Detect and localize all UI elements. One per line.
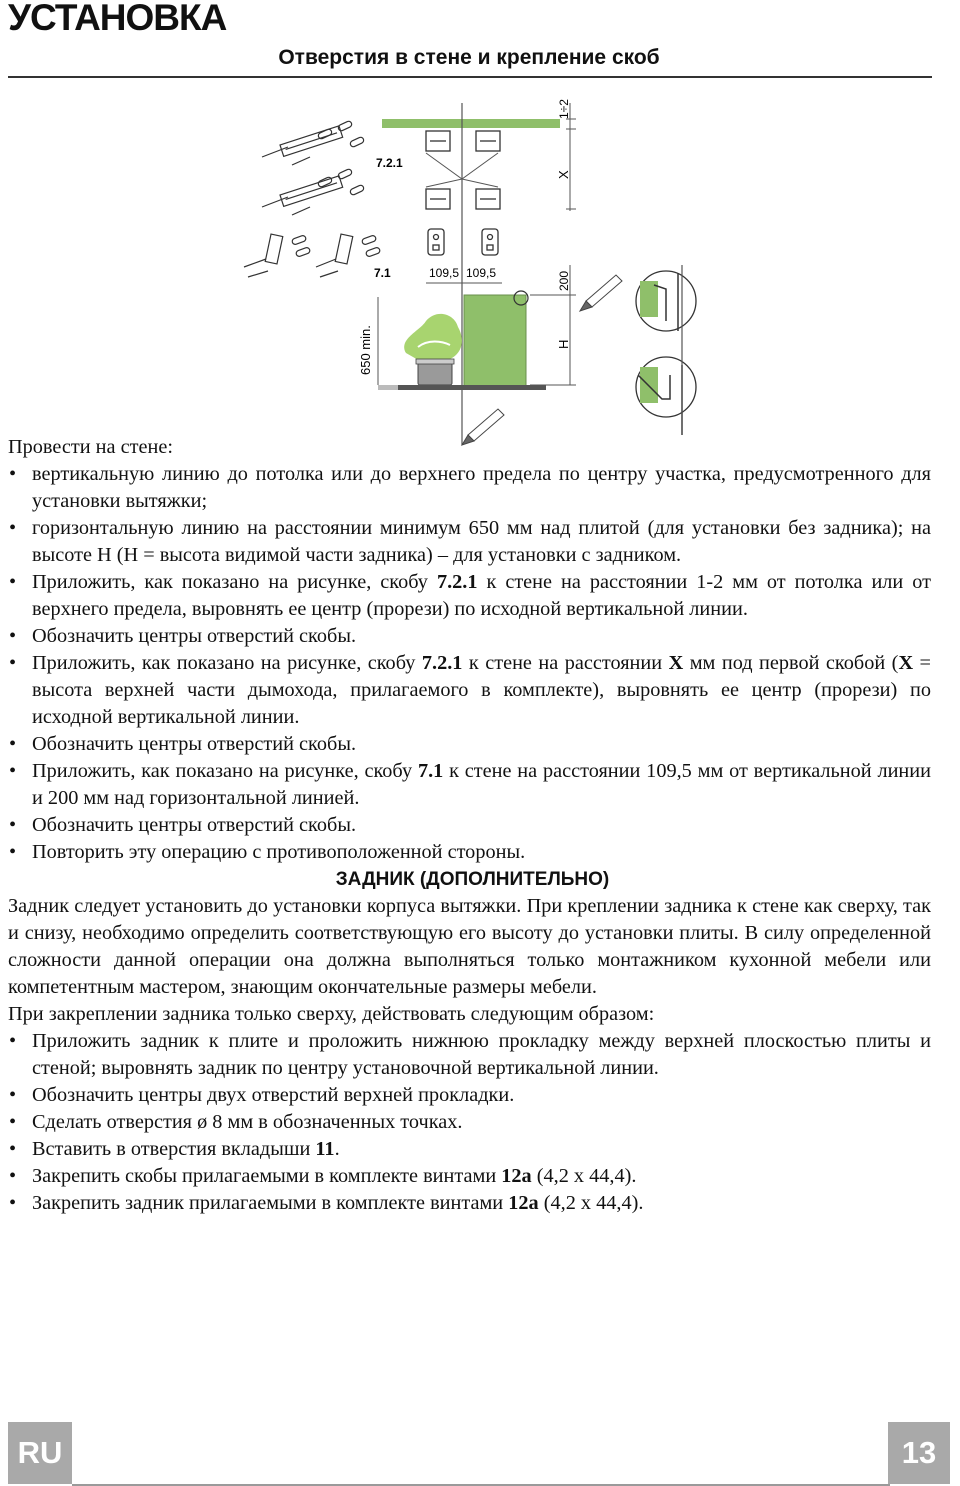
bracket-7-2-1-lower-icon	[426, 189, 500, 209]
dim-x: X	[556, 170, 571, 179]
steps-list	[8, 461, 931, 866]
step-mark-1: • Обозначить центры отверстий скобы.	[8, 623, 931, 650]
section-subtitle: Отверстия в стене и крепление скоб	[278, 46, 660, 69]
bracket-7-1-icon	[428, 229, 498, 255]
language-badge: RU	[8, 1422, 72, 1484]
step-bracket-side: • Приложить, как показано на рисунке, скобу 7.1 к стене на расстоянии 109,5 мм от вертикальной линии и 200 мм над горизонтальной линией.	[8, 758, 931, 812]
header-divider	[8, 76, 932, 78]
detail-top-icon	[636, 271, 696, 331]
dim-200: 200	[557, 270, 571, 291]
bracket-7-2-1-upper-icon	[426, 131, 500, 151]
dim-gap-1-2: 1÷2	[557, 99, 571, 119]
step-bracket-top: • Приложить, как показано на рисунке, скобу 7.2.1 к стене на расстоянии 1-2 мм от потолка или от верхнего предела, выровнять ее центр (прорези) по исходной вертикальной линии.	[8, 569, 931, 623]
dim-h: H	[556, 339, 571, 349]
bracket-parts-side-icon	[244, 234, 381, 277]
dim-left-109-5: 109,5	[429, 266, 460, 280]
label-bracket-top: 7.2.1	[376, 156, 403, 170]
dim-650-min: 650 min.	[358, 325, 373, 375]
detail-bottom-icon	[636, 357, 696, 435]
hob-surface	[398, 385, 546, 390]
page-title: УСТАНОВКА	[8, 0, 227, 38]
bracket-parts-top-icon	[262, 120, 365, 215]
backsplash-steps-list	[8, 1028, 931, 1217]
backsplash-step-5: • Закрепить скобы прилагаемыми в комплекте винтами 12a (4,2 x 44,4).	[8, 1163, 931, 1190]
section-heading: ЗАДНИК (ДОПОЛНИТЕЛЬНО)	[335, 869, 610, 890]
backsplash-step-3: • Сделать отверстия ø 8 мм в обозначенных точках.	[8, 1109, 931, 1136]
instructions	[8, 434, 931, 1217]
backsplash-step-4: • Вставить в отверстия вкладыши 11.	[8, 1136, 931, 1163]
step-bracket-x: • Приложить, как показано на рисунке, скобу 7.2.1 к стене на расстоянии X мм под первой скобой (X = высота верхней части дымохода, прилагаемого в комплекте), выровнять ее центр (прорези) по исходной вертикальной линии.	[8, 650, 931, 731]
pot-with-steam-icon	[404, 314, 462, 385]
step-mark-2: • Обозначить центры отверстий скобы.	[8, 731, 931, 758]
dim-right-109-5: 109,5	[466, 266, 497, 280]
back-panel	[464, 295, 526, 387]
step-horizontal-line: • горизонтальную линию на расстоянии минимум 650 мм над плитой (для установки без задника); на высоте H (H = высота видимой части задника) – для установки с задником.	[8, 515, 931, 569]
backsplash-step-6: • Закрепить задник прилагаемыми в комплекте винтами 12a (4,2 x 44,4).	[8, 1190, 931, 1217]
ceiling-strip	[382, 119, 560, 128]
section-paragraph-2: При закреплении задника только сверху, действовать следующим образом:	[8, 1003, 655, 1025]
section-paragraph-1: Задник следует установить до установки корпуса вытяжки. При креплении задника к стене как сверху, так и снизу, необходимо определить соответствующую его высоту до установки плиты. В силу определенной сложности данной операции она должна выполняться только монтажником кухонной мебели или компетентным мастером, знающим окончательные размеры мебели.	[8, 895, 931, 998]
backsplash-step-1: • Приложить задник к плите и проложить нижнюю прокладку между верхней плоскостью плиты и стеной; выровнять задник по центру установочной вертикальной линии.	[8, 1028, 931, 1082]
installation-diagram	[230, 95, 730, 455]
step-mark-3: • Обозначить центры отверстий скобы.	[8, 812, 931, 839]
step-vertical-line: • вертикальную линию до потолка или до верхнего предела по центру участка, предусмотренного для установки вытяжки;	[8, 461, 931, 515]
step-repeat: • Повторить эту операцию с противоположенной стороны.	[8, 839, 931, 866]
intro-text: Провести на стене:	[8, 436, 173, 458]
backsplash-step-2: • Обозначить центры двух отверстий верхней прокладки.	[8, 1082, 931, 1109]
label-bracket-side: 7.1	[374, 266, 391, 280]
page-number-badge: 13	[888, 1422, 950, 1484]
